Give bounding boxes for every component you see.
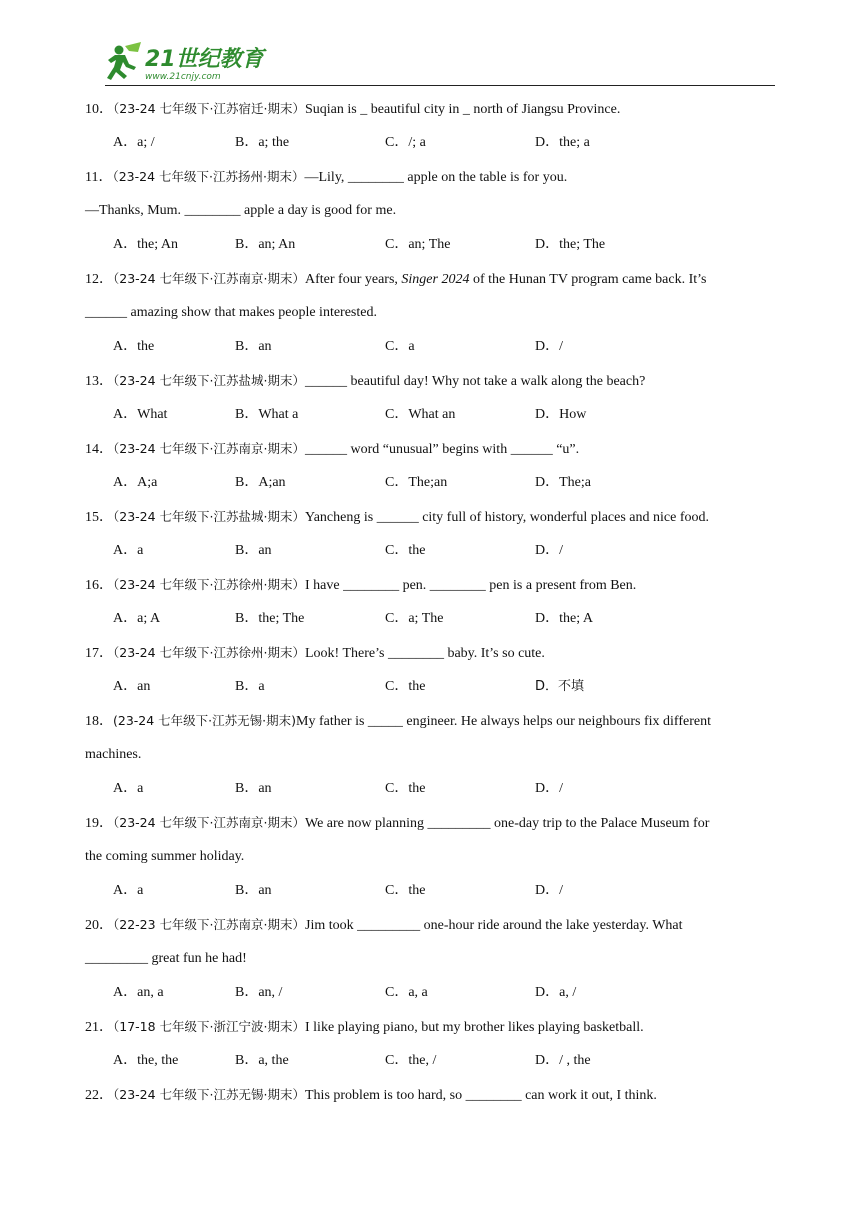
question-11-line2: —Thanks, Mum. ________ apple a day is good for me. <box>85 203 397 218</box>
page-header <box>105 38 775 86</box>
option-c: C．the <box>385 883 426 898</box>
options-13 <box>85 398 775 432</box>
option-c: C．a, a <box>385 985 428 1000</box>
question-18: 18．(23-24 七年级下·江苏无锡·期末)My father is _____ engineer. He always helps our neighbours fix different <box>85 713 711 729</box>
options-20 <box>85 976 775 1010</box>
options-14 <box>85 466 775 500</box>
option-b: B．a <box>235 679 265 694</box>
logo-subtext: www.21cnjy.com <box>145 72 221 82</box>
option-c: C．/; a <box>385 135 426 150</box>
option-b: B．an <box>235 543 272 558</box>
option-c: C．What an <box>385 407 456 422</box>
option-a: A．What <box>113 407 168 422</box>
option-c: C．The;an <box>385 475 448 490</box>
option-c: C．an; The <box>385 237 451 252</box>
option-a: A．the, the <box>113 1053 179 1068</box>
option-c: C．the <box>385 679 426 694</box>
options-17 <box>85 670 775 704</box>
option-a: A．A;a <box>113 475 158 490</box>
question-11: 11．（23-24 七年级下·江苏扬州·期末）—Lily, ________ apple on the table is for you. <box>85 169 568 185</box>
option-a: A．a <box>113 781 144 796</box>
option-a: A．a; / <box>113 135 155 150</box>
option-d: D．/ <box>535 781 563 796</box>
logo <box>105 40 275 82</box>
logo-text: 21世纪教育 <box>145 47 264 72</box>
question-20-line2: _________ great fun he had! <box>85 951 247 966</box>
options-15 <box>85 534 775 568</box>
option-d: D．/ <box>535 339 563 354</box>
option-d: D．/ <box>535 883 563 898</box>
header-divider <box>105 85 775 86</box>
option-a: A．the; An <box>113 237 178 252</box>
options-10 <box>85 126 775 160</box>
option-d: D．The;a <box>535 475 591 490</box>
option-b: B．the; The <box>235 611 305 626</box>
option-a: A．a <box>113 543 144 558</box>
question-13: 13．（23-24 七年级下·江苏盐城·期末）______ beautiful day! Why not take a walk along the beach? <box>85 373 646 389</box>
options-21 <box>85 1044 775 1078</box>
question-20: 20．（22-23 七年级下·江苏南京·期末）Jim took _________ one-hour ride around the lake yesterday. What <box>85 917 683 933</box>
option-b: B．a; the <box>235 135 290 150</box>
option-a: A．an, a <box>113 985 164 1000</box>
option-b: B．a, the <box>235 1053 289 1068</box>
question-12: 12．（23-24 七年级下·江苏南京·期末）After four years, Singer 2024 of the Hunan TV program came back. It’s <box>85 271 707 287</box>
option-d: D．a, / <box>535 985 577 1000</box>
question-14: 14．（23-24 七年级下·江苏南京·期末）______ word “unusual” begins with ______ “u”. <box>85 441 580 457</box>
option-c: C．the, / <box>385 1053 437 1068</box>
option-c: C．a; The <box>385 611 444 626</box>
option-a: A．the <box>113 339 155 354</box>
options-19 <box>85 874 775 908</box>
question-10: 10．（23-24 七年级下·江苏宿迁·期末）Suqian is _ beautiful city in _ north of Jiangsu Province. <box>85 101 621 117</box>
option-d: D．/ <box>535 543 563 558</box>
options-18 <box>85 772 775 806</box>
option-b: B．an, / <box>235 985 283 1000</box>
option-b: B．an <box>235 339 272 354</box>
option-a: A．an <box>113 679 151 694</box>
question-16: 16．（23-24 七年级下·江苏徐州·期末）I have ________ pen. ________ pen is a present from Ben. <box>85 577 637 593</box>
option-b: B．an <box>235 781 272 796</box>
question-15: 15．（23-24 七年级下·江苏盐城·期末）Yancheng is ______ city full of history, wonderful places and nice food. <box>85 509 709 525</box>
option-c: C．the <box>385 543 426 558</box>
option-c: C．a <box>385 339 415 354</box>
option-d: D．the; A <box>535 611 593 626</box>
question-21: 21．（17-18 七年级下·浙江宁波·期末）I like playing piano, but my brother likes playing basketball. <box>85 1019 644 1035</box>
option-b: B．an; An <box>235 237 296 252</box>
option-d: D．the; The <box>535 237 606 252</box>
option-c: C．the <box>385 781 426 796</box>
option-a: A．a <box>113 883 144 898</box>
option-d: D．the; a <box>535 135 590 150</box>
question-list <box>85 92 775 1112</box>
option-b: B．A;an <box>235 475 286 490</box>
option-b: B．What a <box>235 407 299 422</box>
question-19-line2: the coming summer holiday. <box>85 849 245 864</box>
question-17: 17．（23-24 七年级下·江苏徐州·期末）Look! There’s ________ baby. It’s so cute. <box>85 645 545 661</box>
option-d: D．不填 <box>535 679 585 694</box>
option-b: B．an <box>235 883 272 898</box>
option-a: A．a; A <box>113 611 161 626</box>
option-d: D．/ , the <box>535 1053 591 1068</box>
question-12-line2: ______ amazing show that makes people interested. <box>85 305 377 320</box>
question-19: 19．（23-24 七年级下·江苏南京·期末）We are now planning _________ one-day trip to the Palace Museum for <box>85 815 710 831</box>
options-11 <box>85 228 775 262</box>
options-16 <box>85 602 775 636</box>
option-d: D．How <box>535 407 587 422</box>
question-18-line2: machines. <box>85 747 142 762</box>
options-12 <box>85 330 775 364</box>
question-22: 22．（23-24 七年级下·江苏无锡·期末）This problem is too hard, so ________ can work it out, I think. <box>85 1087 657 1103</box>
runner-icon <box>107 42 141 80</box>
